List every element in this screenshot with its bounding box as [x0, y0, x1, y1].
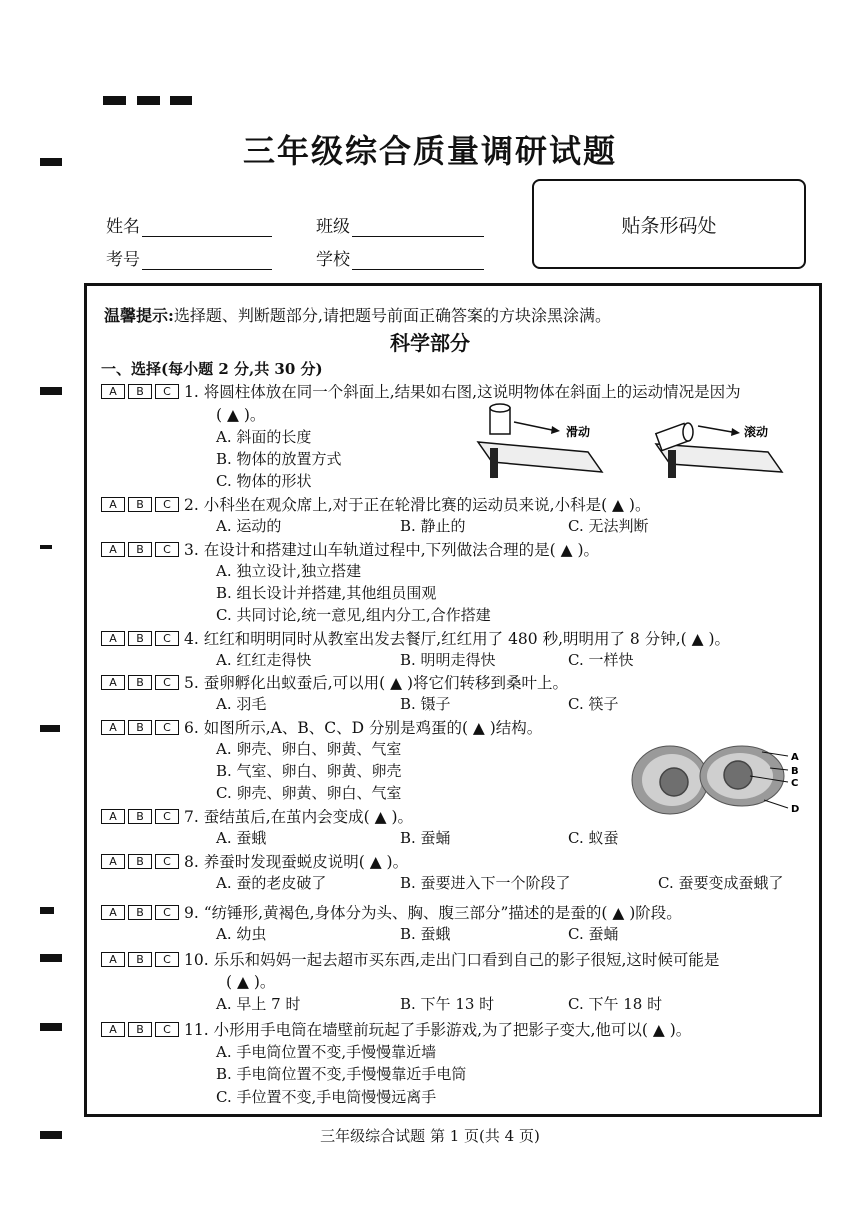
egg-label-c: C — [791, 778, 799, 789]
option-b: B. 手电筒位置不变,手慢慢靠近手电筒 — [216, 1065, 467, 1083]
tip — [104, 303, 611, 326]
answer-boxes[interactable] — [101, 542, 182, 557]
answer-box-a[interactable]: A — [101, 631, 125, 646]
answer-box-c[interactable]: C — [155, 1022, 179, 1037]
option-b: B. 物体的放置方式 — [216, 450, 342, 468]
answer-box-c[interactable]: C — [155, 720, 179, 735]
option-c: C. 一样快 — [568, 651, 634, 669]
question-8 — [101, 850, 408, 872]
question-7 — [101, 805, 413, 827]
answer-boxes[interactable] — [101, 854, 182, 869]
option-c: C. 蚕蛹 — [568, 925, 619, 943]
barcode-label: 贴条形码处 — [621, 214, 717, 237]
option-c: C. 手位置不变,手电筒慢慢远离手 — [216, 1088, 437, 1106]
answer-box-b[interactable]: B — [128, 1022, 152, 1037]
registration-mark — [137, 96, 160, 105]
question-stem: 7. 蚕结茧后,在茧内会变成( ▲ )。 — [184, 808, 414, 826]
option-b: B. 静止的 — [400, 517, 466, 535]
question-4 — [101, 627, 730, 649]
answer-box-b[interactable]: B — [128, 497, 152, 512]
option-a: A. 斜面的长度 — [216, 428, 312, 446]
exam-number-label: 考号 — [106, 250, 140, 270]
answer-box-b[interactable]: B — [128, 952, 152, 967]
question-3 — [101, 538, 599, 560]
option-b: B. 明明走得快 — [400, 651, 496, 669]
question-stem: 4. 红红和明明同时从教室出发去餐厅,红红用了 480 秒,明明用了 8 分钟,( ▲ )。 — [184, 630, 731, 648]
option-b: B. 镊子 — [400, 695, 451, 713]
option-a: A. 卵壳、卵白、卵黄、气室 — [216, 740, 402, 758]
answer-box-b[interactable]: B — [128, 720, 152, 735]
name-label: 姓名 — [106, 217, 140, 237]
egg-label-a: A — [791, 752, 799, 763]
timing-mark — [40, 954, 62, 962]
answer-box-b[interactable]: B — [128, 854, 152, 869]
answer-boxes[interactable] — [101, 1022, 182, 1037]
question-2 — [101, 493, 650, 515]
egg-label-b: B — [791, 766, 799, 777]
timing-mark — [40, 545, 52, 549]
page-title: 三年级综合质量调研试题 — [242, 132, 617, 170]
answer-box-c[interactable]: C — [155, 809, 179, 824]
option-c: C. 蚁蚕 — [568, 829, 619, 847]
school-label: 学校 — [316, 250, 350, 270]
question-6 — [101, 716, 542, 738]
answer-box-a[interactable]: A — [101, 542, 125, 557]
option-a: A. 蚕的老皮破了 — [216, 874, 327, 892]
egg-label-d: D — [791, 804, 800, 815]
answer-box-c[interactable]: C — [155, 497, 179, 512]
option-c: C. 蚕要变成蚕蛾了 — [658, 874, 784, 892]
answer-box-a[interactable]: A — [101, 1022, 125, 1037]
answer-boxes[interactable] — [101, 631, 182, 646]
question-stem: 2. 小科坐在观众席上,对于正在轮滑比赛的运动员来说,小科是( ▲ )。 — [184, 496, 651, 514]
school-field[interactable] — [316, 245, 484, 270]
section-title: 科学部分 — [390, 331, 470, 355]
question-stem: 6. 如图所示,A、B、C、D 分别是鸡蛋的( ▲ )结构。 — [184, 719, 543, 737]
option-b: B. 蚕蛹 — [400, 829, 451, 847]
question-stem: 11. 小形用手电筒在墙壁前玩起了手影游戏,为了把影子变大,他可以( ▲ )。 — [184, 1021, 692, 1039]
answer-box-c[interactable]: C — [155, 905, 179, 920]
registration-mark — [170, 96, 192, 105]
answer-boxes[interactable] — [101, 497, 182, 512]
answer-box-a[interactable]: A — [101, 809, 125, 824]
question-stem: 1. 将圆柱体放在同一个斜面上,结果如右图,这说明物体在斜面上的运动情况是因为 — [184, 383, 741, 401]
option-c: C. 无法判断 — [568, 517, 649, 535]
option-c: C. 共同讨论,统一意见,组内分工,合作搭建 — [216, 606, 491, 624]
question-stem: 10. 乐乐和妈妈一起去超市买东西,走出门口看到自己的影子很短,这时候可能是 — [184, 951, 720, 969]
answer-box-b[interactable]: B — [128, 384, 152, 399]
subsection-title: 一、选择(每小题 2 分,共 30 分) — [101, 360, 323, 378]
answer-box-a[interactable]: A — [101, 854, 125, 869]
answer-box-c[interactable]: C — [155, 952, 179, 967]
option-c: C. 下午 18 时 — [568, 995, 663, 1013]
figure-label-roll: 滚动 — [744, 425, 769, 439]
option-a: A. 独立设计,独立搭建 — [216, 562, 362, 580]
question-10 — [101, 948, 719, 970]
registration-mark — [103, 96, 126, 105]
class-field[interactable] — [316, 212, 484, 237]
answer-box-b[interactable]: B — [128, 905, 152, 920]
answer-box-a[interactable]: A — [101, 675, 125, 690]
answer-boxes[interactable] — [101, 675, 182, 690]
timing-mark — [40, 725, 60, 732]
option-b: B. 气室、卵白、卵黄、卵壳 — [216, 762, 402, 780]
question-stem: 3. 在设计和搭建过山车轨道过程中,下列做法合理的是( ▲ )。 — [184, 541, 600, 559]
option-c: C. 筷子 — [568, 695, 619, 713]
tip-text: 选择题、判断题部分,请把题号前面正确答案的方块涂黑涂满。 — [173, 306, 612, 325]
answer-box-a[interactable]: A — [101, 952, 125, 967]
answer-box-b[interactable]: B — [128, 809, 152, 824]
answer-boxes[interactable] — [101, 720, 182, 735]
page-footer: 三年级综合试题 第 1 页(共 4 页) — [320, 1127, 540, 1145]
question-stem-continued: ( ▲ )。 — [216, 406, 266, 424]
answer-box-c[interactable]: C — [155, 631, 179, 646]
option-a: A. 羽毛 — [216, 695, 267, 713]
answer-box-b[interactable]: B — [128, 631, 152, 646]
question-stem-continued: ( ▲ )。 — [226, 973, 276, 991]
answer-box-c[interactable]: C — [155, 675, 179, 690]
option-a: A. 早上 7 时 — [216, 995, 301, 1013]
answer-box-a[interactable]: A — [101, 720, 125, 735]
question-9 — [101, 901, 682, 923]
question-5 — [101, 671, 568, 693]
answer-box-b[interactable]: B — [128, 542, 152, 557]
exam-number-field[interactable] — [106, 245, 272, 270]
answer-box-c[interactable]: C — [155, 384, 179, 399]
option-b: B. 组长设计并搭建,其他组员围观 — [216, 584, 437, 602]
question-stem: 8. 养蚕时发现蚕蜕皮说明( ▲ )。 — [184, 853, 409, 871]
timing-mark — [40, 387, 62, 395]
barcode-area — [532, 179, 806, 269]
answer-boxes[interactable] — [101, 952, 182, 967]
answer-box-a[interactable]: A — [101, 905, 125, 920]
option-a: A. 运动的 — [216, 517, 282, 535]
egg-figure — [630, 740, 810, 820]
question-stem: 5. 蚕卵孵化出蚁蚕后,可以用( ▲ )将它们转移到桑叶上。 — [184, 674, 569, 692]
name-field[interactable] — [106, 212, 272, 237]
figure-label-slide: 滑动 — [566, 425, 591, 439]
timing-mark — [40, 907, 54, 914]
option-a: A. 红红走得快 — [216, 651, 312, 669]
option-b: B. 下午 13 时 — [400, 995, 495, 1013]
answer-boxes[interactable] — [101, 384, 182, 399]
option-a: A. 蚕蛾 — [216, 829, 267, 847]
option-c: C. 物体的形状 — [216, 472, 312, 490]
answer-box-a[interactable]: A — [101, 497, 125, 512]
incline-figure — [470, 400, 810, 480]
class-label: 班级 — [316, 217, 350, 237]
option-b: B. 蚕蛾 — [400, 925, 451, 943]
option-a: A. 手电筒位置不变,手慢慢靠近墙 — [216, 1043, 437, 1061]
answer-box-c[interactable]: C — [155, 854, 179, 869]
answer-box-a[interactable]: A — [101, 384, 125, 399]
answer-box-c[interactable]: C — [155, 542, 179, 557]
tip-label: 温馨提示: — [104, 306, 174, 325]
option-b: B. 蚕要进入下一个阶段了 — [400, 874, 571, 892]
answer-boxes[interactable] — [101, 809, 182, 824]
question-1 — [101, 380, 741, 402]
option-a: A. 幼虫 — [216, 925, 267, 943]
answer-box-b[interactable]: B — [128, 675, 152, 690]
timing-mark — [40, 1023, 62, 1031]
option-c: C. 卵壳、卵黄、卵白、气室 — [216, 784, 402, 802]
answer-boxes[interactable] — [101, 905, 182, 920]
question-stem: 9. “纺锤形,黄褐色,身体分为头、胸、腹三部分”描述的是蚕的( ▲ )阶段。 — [184, 904, 682, 922]
question-11 — [101, 1018, 691, 1040]
